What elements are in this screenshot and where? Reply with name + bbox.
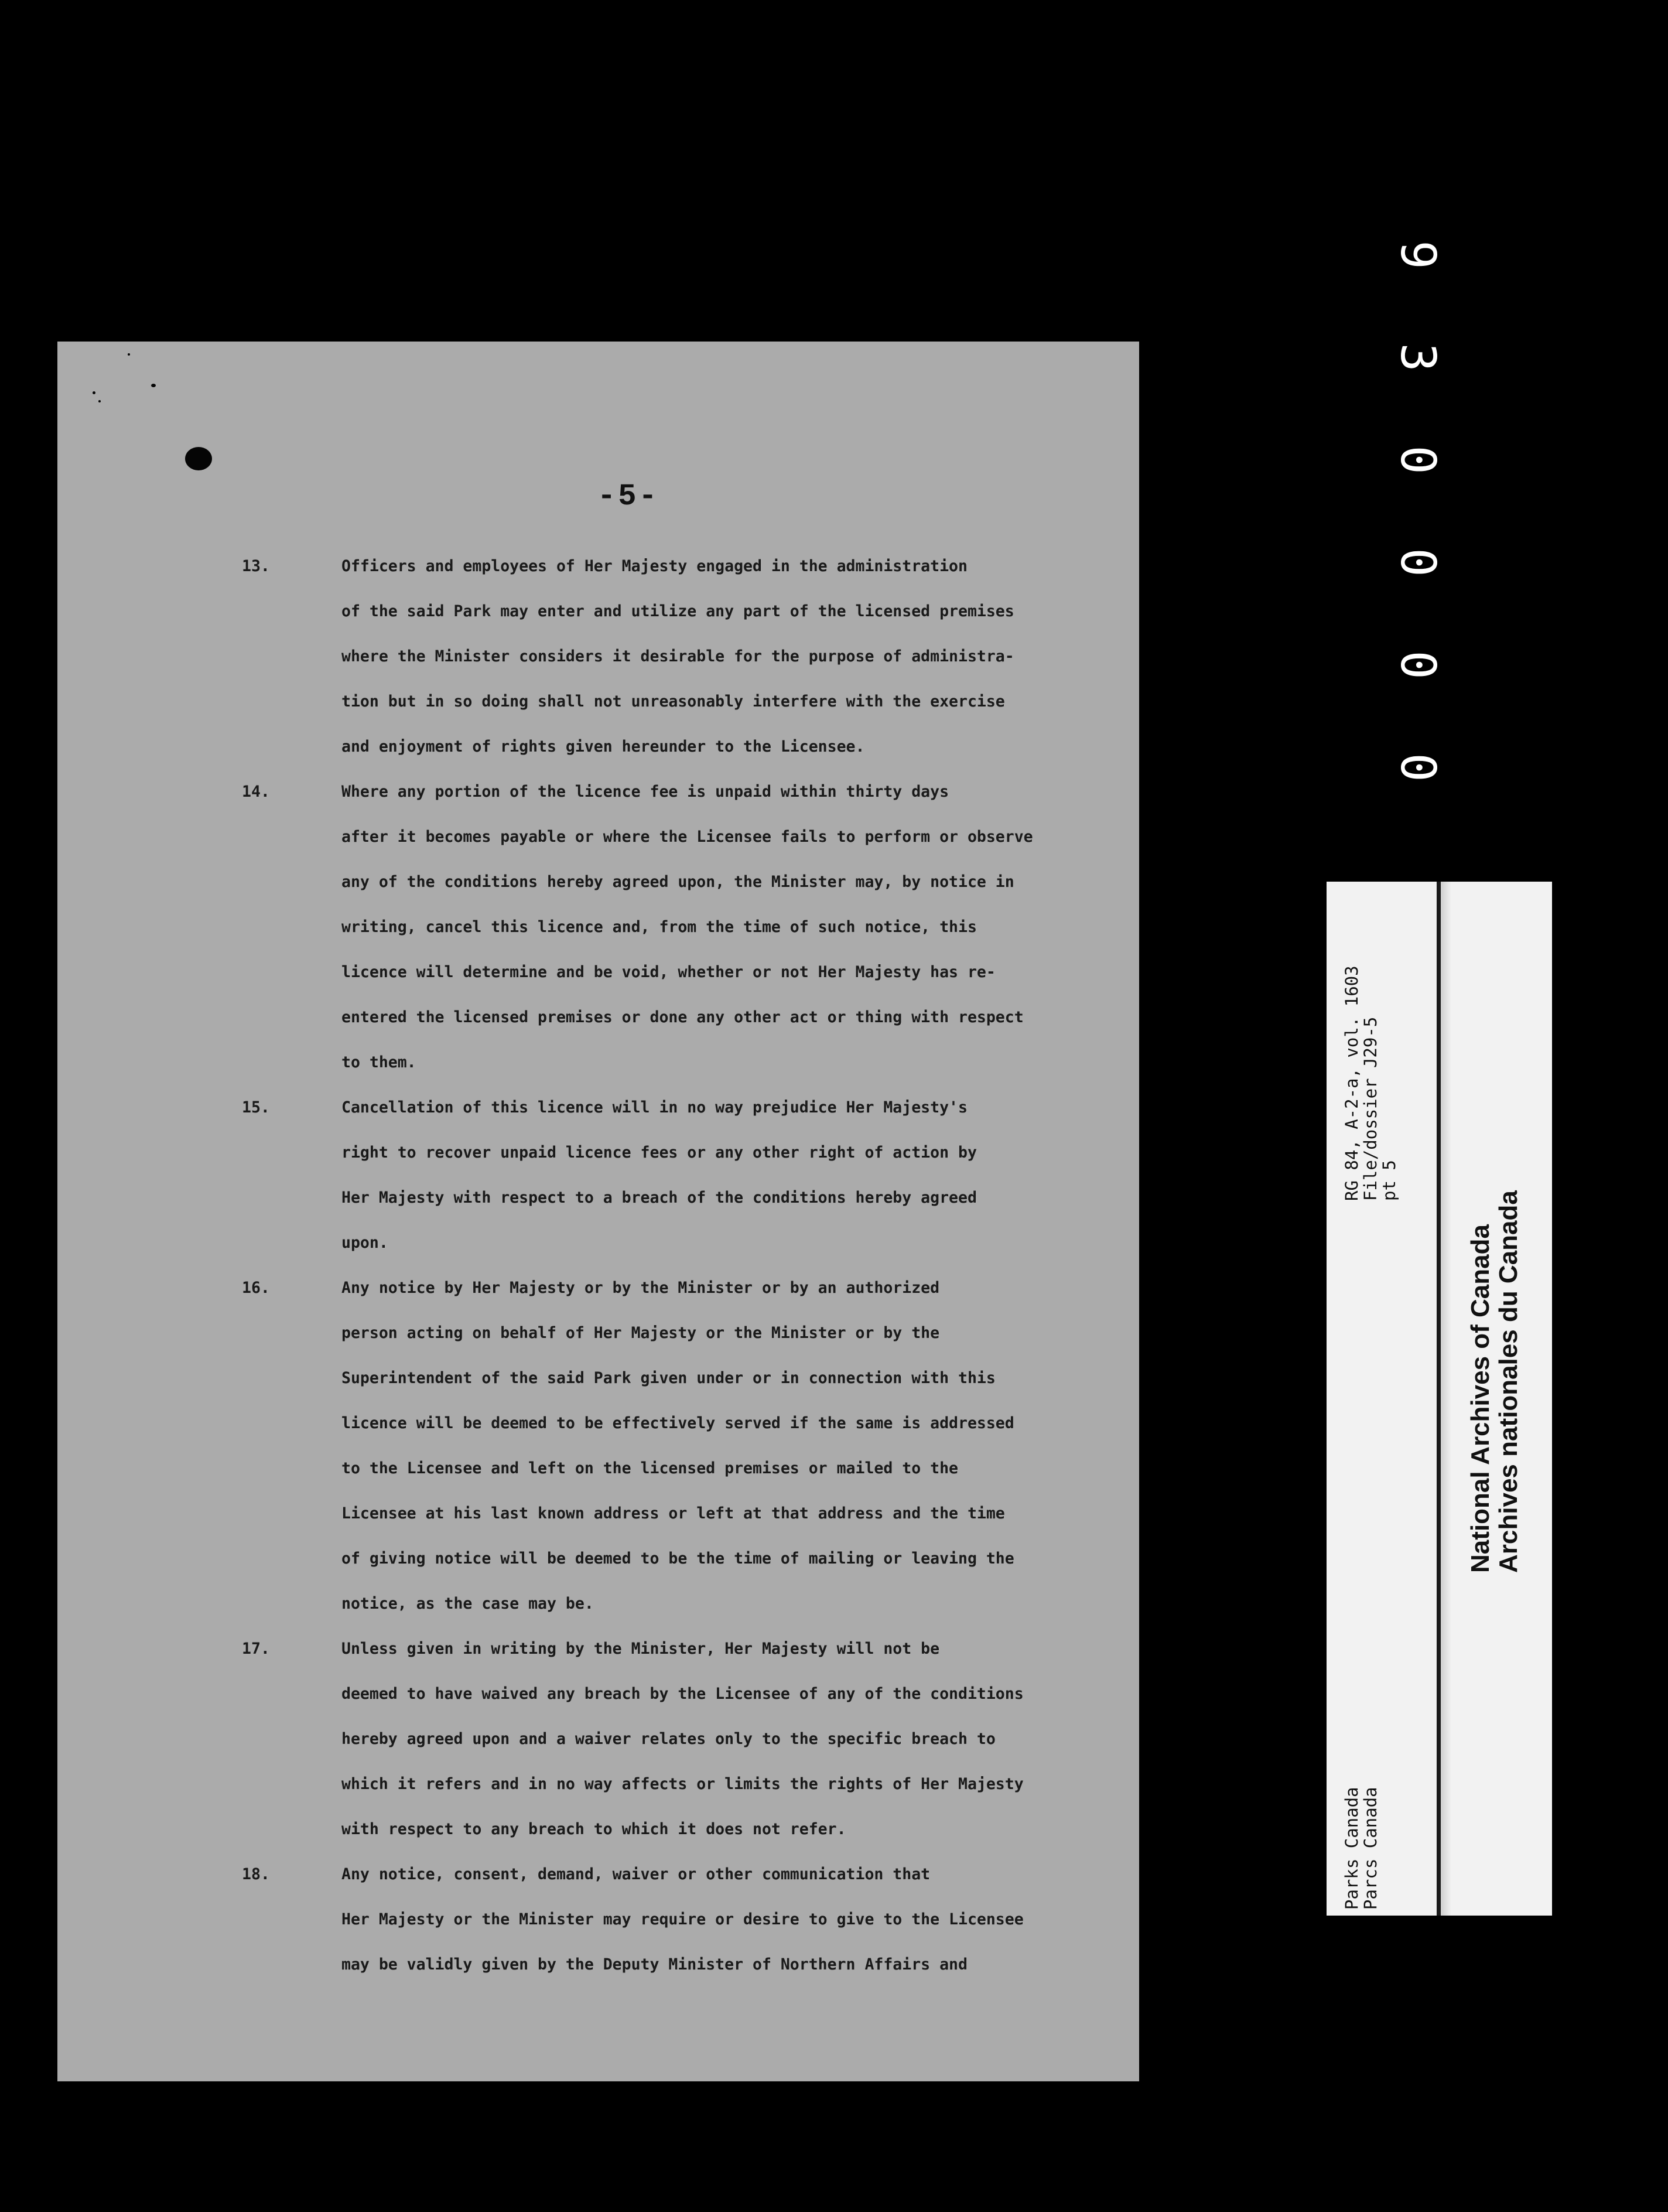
line-text: notice, as the case may be. (341, 1595, 594, 1613)
creator-english: Parks Canada (1342, 1787, 1362, 1910)
line-text: Cancellation of this licence will in no way prejudice Her Majesty's (341, 1098, 968, 1117)
line-text: Officers and employees of Her Majesty engaged in the administration (341, 557, 968, 575)
text-line (242, 995, 1156, 1040)
text-line (242, 769, 1156, 814)
text-line (242, 724, 1156, 769)
text-line (242, 1356, 1156, 1401)
line-text: Superintendent of the said Park given under or in connection with this (341, 1369, 996, 1387)
document-body (242, 544, 1156, 1987)
line-text: Unless given in writing by the Minister, Her Majesty will not be (341, 1640, 940, 1658)
archive-label (1327, 882, 1552, 1916)
line-text: after it becomes payable or where the Licensee fails to perform or observe (341, 828, 1033, 846)
text-line (242, 1446, 1156, 1491)
line-text: Her Majesty with respect to a breach of the conditions hereby agreed (341, 1189, 977, 1207)
paragraph-number: 18. (242, 1865, 270, 1883)
text-line (242, 1942, 1156, 1987)
line-text: Where any portion of the licence fee is unpaid within thirty days (341, 783, 949, 801)
frame-digit: 0 (1390, 753, 1445, 782)
ink-speck (98, 400, 101, 402)
text-line (242, 1175, 1156, 1220)
text-line (242, 1671, 1156, 1716)
line-text: deemed to have waived any breach by the Licensee of any of the conditions (341, 1685, 1024, 1703)
frame-digit: 0 (1390, 548, 1445, 577)
text-line (242, 1897, 1156, 1942)
ink-speck (128, 353, 130, 356)
text-line (242, 1491, 1156, 1536)
paragraph-number: 16. (242, 1279, 270, 1297)
text-line (242, 950, 1156, 995)
paragraph-number: 15. (242, 1098, 270, 1117)
line-text: right to recover unpaid licence fees or any other right of action by (341, 1143, 977, 1162)
text-line (242, 1536, 1156, 1581)
line-text: to the Licensee and left on the licensed premises or mailed to the (341, 1459, 958, 1477)
ink-blot (185, 447, 212, 470)
line-text: which it refers and in no way affects or limits the rights of Her Majesty (341, 1775, 1024, 1793)
text-line (242, 859, 1156, 904)
frame-digit: 0 (1390, 445, 1445, 475)
line-text: person acting on behalf of Her Majesty or the Minister or by the (341, 1324, 940, 1342)
ink-speck (93, 391, 95, 394)
text-line (242, 1401, 1156, 1446)
label-fold-shade (1441, 882, 1451, 1916)
line-text: Any notice, consent, demand, waiver or other communication that (341, 1865, 931, 1883)
text-line (242, 1220, 1156, 1265)
line-text: of giving notice will be deemed to be the time of mailing or leaving the (341, 1549, 1014, 1568)
creator-french: Parcs Canada (1361, 1787, 1380, 1910)
text-line (242, 1852, 1156, 1897)
line-text: to them. (341, 1053, 416, 1071)
reference-line-3: pt 5 (1379, 1160, 1399, 1201)
line-text: writing, cancel this licence and, from the time of such notice, this (341, 918, 977, 936)
line-text: with respect to any breach to which it does not refer. (341, 1820, 846, 1838)
line-text: upon. (341, 1234, 388, 1252)
line-text: hereby agreed upon and a waiver relates only to the specific breach to (341, 1730, 996, 1748)
text-line (242, 544, 1156, 589)
text-line (242, 1762, 1156, 1807)
text-line (242, 1265, 1156, 1310)
text-line (242, 814, 1156, 859)
text-line (242, 904, 1156, 950)
label-fold (1437, 882, 1441, 1916)
text-line (242, 1130, 1156, 1175)
line-text: Her Majesty or the Minister may require or desire to give to the Licensee (341, 1910, 1024, 1928)
text-line (242, 1581, 1156, 1626)
line-text: Any notice by Her Majesty or by the Minister or by an authorized (341, 1279, 940, 1297)
institution-english: National Archives of Canada (1466, 1224, 1495, 1573)
text-line (242, 634, 1156, 679)
line-text: entered the licensed premises or done any other act or thing with respect (341, 1008, 1024, 1026)
text-line (242, 1807, 1156, 1852)
frame-digit: 9 (1390, 240, 1445, 269)
line-text: and enjoyment of rights given hereunder to the Licensee. (341, 738, 865, 756)
line-text: licence will determine and be void, whether or not Her Majesty has re- (341, 963, 996, 981)
reference-line-1: RG 84, A-2-a, vol. 1603 (1342, 965, 1362, 1201)
line-text: tion but in so doing shall not unreasonably interfere with the exercise (341, 692, 1005, 711)
line-text: any of the conditions hereby agreed upon, the Minister may, by notice in (341, 873, 1014, 891)
reference-line-2: File/dossier J29-5 (1361, 1016, 1380, 1201)
line-text: where the Minister considers it desirable for the purpose of administra- (341, 647, 1014, 665)
frame-digit: 0 (1390, 650, 1445, 680)
text-line (242, 1085, 1156, 1130)
document-page (57, 342, 1139, 2081)
line-text: may be validly given by the Deputy Minister of Northern Affairs and (341, 1955, 968, 1974)
paragraph-number: 14. (242, 783, 270, 801)
frame-digit: 3 (1390, 343, 1445, 372)
page-number: -5- (597, 479, 659, 514)
paragraph-number: 13. (242, 557, 270, 575)
line-text: licence will be deemed to be effectively served if the same is addressed (341, 1414, 1014, 1432)
line-text: Licensee at his last known address or left at that address and the time (341, 1504, 1005, 1523)
text-line (242, 679, 1156, 724)
paragraph-number: 17. (242, 1640, 270, 1658)
text-line (242, 1040, 1156, 1085)
line-text: of the said Park may enter and utilize any part of the licensed premises (341, 602, 1014, 620)
text-line (242, 589, 1156, 634)
ink-speck (151, 384, 156, 387)
institution-french: Archives nationales du Canada (1494, 1190, 1523, 1573)
text-line (242, 1626, 1156, 1671)
text-line (242, 1310, 1156, 1356)
text-line (242, 1716, 1156, 1762)
